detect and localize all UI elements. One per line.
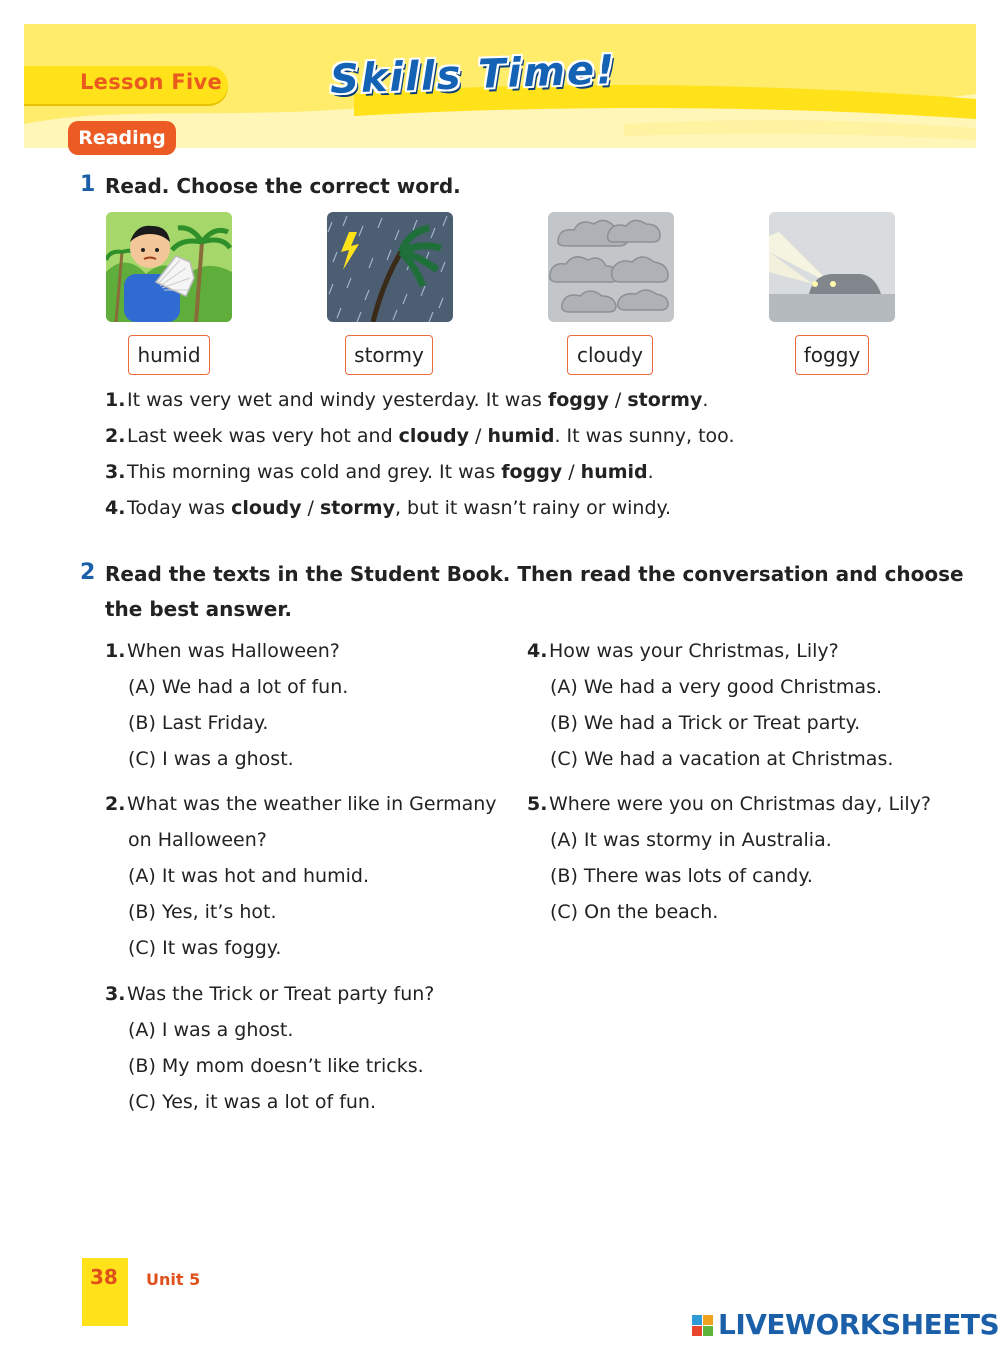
question-text: What was the weather like in Germany [127, 793, 497, 815]
sentence-number: 3. [105, 461, 126, 483]
question-text: Was the Trick or Treat party fun? [127, 983, 435, 1005]
q2-instruction-line2: the best answer. [105, 597, 292, 621]
sentence-text-end: . [647, 461, 654, 483]
q2-5-option-a[interactable]: (A) It was stormy in Australia. [550, 829, 832, 851]
sentence-text: Today was [127, 497, 232, 519]
q2-1-option-b[interactable]: (B) Last Friday. [128, 712, 269, 734]
sentence-text-end: . It was sunny, too. [554, 425, 735, 447]
sentence-number: 1. [105, 389, 126, 411]
page-title: Skills Time! [329, 47, 618, 103]
question-number: 3. [105, 983, 126, 1005]
q1-number: 1 [80, 172, 96, 197]
q2-5-option-c[interactable]: (C) On the beach. [550, 901, 719, 923]
humid-picture [106, 212, 232, 322]
choice-a[interactable]: cloudy [398, 425, 470, 447]
q2-question-5 [527, 792, 931, 816]
q2-1-option-c[interactable]: (C) I was a ghost. [128, 748, 294, 770]
q2-3-option-c[interactable]: (C) Yes, it was a lot of fun. [128, 1091, 377, 1113]
q2-4-option-c[interactable]: (C) We had a vacation at Christmas. [550, 748, 894, 770]
question-number: 4. [527, 640, 548, 662]
choice-separator: / [562, 461, 581, 483]
choice-a[interactable]: foggy [501, 461, 563, 483]
foggy-picture [769, 212, 895, 322]
sentence-text: This morning was cold and grey. It was [127, 461, 502, 483]
question-text: How was your Christmas, Lily? [549, 640, 839, 662]
choice-separator: / [301, 497, 320, 519]
choice-a[interactable]: cloudy [231, 497, 302, 519]
sentence-number: 4. [105, 497, 126, 519]
question-number: 2. [105, 793, 126, 815]
question-text: Where were you on Christmas day, Lily? [549, 793, 931, 815]
choice-separator: / [608, 389, 628, 411]
q1-sentence-1 [105, 388, 708, 412]
question-text: When was Halloween? [127, 640, 340, 662]
choice-b[interactable]: humid [580, 461, 648, 483]
q2-instruction-line1: Read the texts in the Student Book. Then read the conversation and choose [105, 562, 964, 586]
choice-a[interactable]: foggy [547, 389, 609, 411]
q1-sentence-2 [105, 424, 735, 448]
q1-sentence-4 [105, 496, 671, 520]
word-box-cloudy: cloudy [567, 335, 653, 375]
q2-2-option-c[interactable]: (C) It was foggy. [128, 937, 282, 959]
question-number: 5. [527, 793, 548, 815]
sentence-text: It was very wet and windy yesterday. It was [127, 389, 548, 411]
word-box-foggy: foggy [795, 335, 869, 375]
stormy-picture [327, 212, 453, 322]
word-box-humid: humid [128, 335, 210, 375]
sentence-text-end: . [702, 389, 709, 411]
q2-number: 2 [80, 560, 96, 585]
q2-question-1 [105, 639, 340, 663]
sentence-number: 2. [105, 425, 126, 447]
q2-5-option-b[interactable]: (B) There was lots of candy. [550, 865, 813, 887]
word-box-stormy: stormy [345, 335, 433, 375]
choice-b[interactable]: stormy [319, 497, 395, 519]
q2-question-2 [105, 792, 497, 816]
liveworksheets-logo-icon [692, 1315, 714, 1339]
question-number: 1. [105, 640, 126, 662]
choice-b[interactable]: stormy [627, 389, 703, 411]
q2-question-2-cont: on Halloween? [128, 829, 267, 851]
q2-question-3 [105, 982, 434, 1006]
q1-sentence-3 [105, 460, 654, 484]
q2-4-option-b[interactable]: (B) We had a Trick or Treat party. [550, 712, 861, 734]
choice-separator: / [469, 425, 488, 447]
liveworksheets-brand[interactable]: LIVEWORKSHEETS [718, 1308, 1000, 1341]
q2-2-option-b[interactable]: (B) Yes, it’s hot. [128, 901, 277, 923]
lesson-label: Lesson Five [80, 70, 223, 94]
sentence-text-end: , but it wasn’t rainy or windy. [394, 497, 672, 519]
sentence-text: Last week was very hot and [127, 425, 399, 447]
q2-3-option-b[interactable]: (B) My mom doesn’t like tricks. [128, 1055, 424, 1077]
q1-instruction: Read. Choose the correct word. [105, 174, 461, 198]
page-number: 38 [90, 1265, 118, 1289]
q2-4-option-a[interactable]: (A) We had a very good Christmas. [550, 676, 883, 698]
q2-1-option-a[interactable]: (A) We had a lot of fun. [128, 676, 349, 698]
q2-2-option-a[interactable]: (A) It was hot and humid. [128, 865, 369, 887]
q2-question-4 [527, 639, 839, 663]
cloudy-picture [548, 212, 674, 322]
unit-label: Unit 5 [146, 1270, 201, 1289]
section-badge: Reading [68, 121, 176, 155]
q2-3-option-a[interactable]: (A) I was a ghost. [128, 1019, 294, 1041]
choice-b[interactable]: humid [487, 425, 555, 447]
